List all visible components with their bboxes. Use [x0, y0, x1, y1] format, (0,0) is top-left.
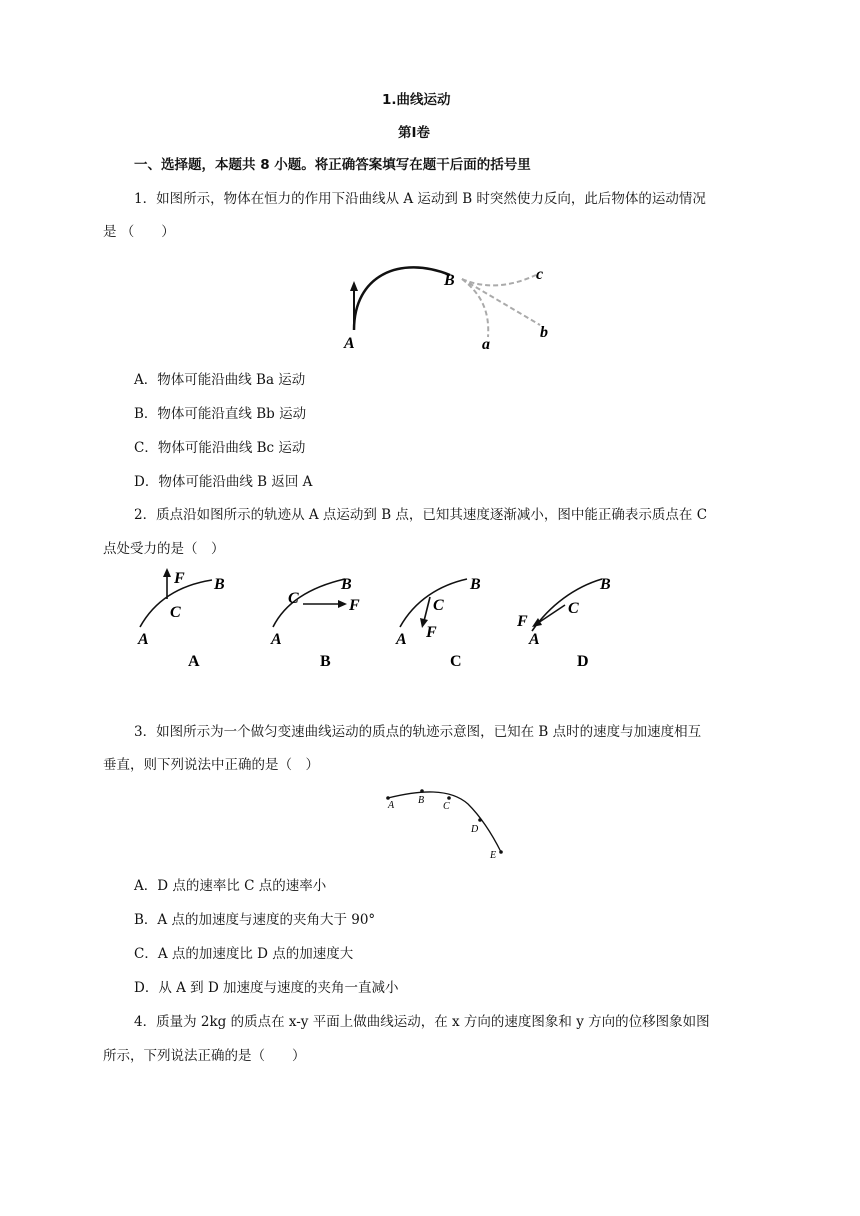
q1-trajectory-AB: [354, 267, 450, 330]
q1-option-d: D．物体可能沿曲线 B 返回 A: [134, 474, 313, 490]
svg-text:B: B: [600, 576, 611, 593]
q3-label-C: C: [443, 801, 450, 812]
q1-option-b: B．物体可能沿直线 Bb 运动: [134, 406, 307, 422]
svg-text:F: F: [517, 613, 528, 630]
q1-label-B: B: [444, 272, 455, 289]
q4-text-line1: 4．质量为 2kg 的质点在 x-y 平面上做曲线运动，在 x 方向的速度图象和 y 方向的位移图象如图: [134, 1014, 710, 1030]
volume-title: 第Ⅰ卷: [398, 125, 431, 141]
svg-text:A: A: [396, 631, 407, 648]
q3-text-line1: 3．如图所示为一个做匀变速曲线运动的质点的轨迹示意图，已知在 B 点时的速度与加速度相互: [134, 724, 702, 740]
q2-caption-d: D: [577, 653, 589, 670]
q1-label-a: a: [482, 336, 490, 353]
q2-caption-c: C: [450, 653, 462, 670]
q1-arrowhead: [350, 281, 358, 291]
svg-text:F: F: [426, 624, 437, 641]
svg-text:A: A: [271, 631, 282, 648]
q3-label-D: D: [471, 824, 479, 835]
q3-label-B: B: [418, 795, 425, 806]
q1-option-c: C．物体可能沿曲线 Bc 运动: [134, 440, 306, 456]
svg-text:C: C: [568, 600, 579, 617]
doc-title: 1.曲线运动: [382, 92, 451, 108]
svg-text:C: C: [170, 604, 181, 621]
svg-text:C: C: [288, 590, 299, 607]
q3-figure: [380, 780, 515, 865]
q1-path-c: [462, 275, 536, 285]
q1-path-b: [462, 279, 540, 325]
q3-option-d: D．从 A 到 D 加速度与速度的夹角一直减小: [134, 980, 399, 996]
q1-figure: [340, 255, 560, 355]
q1-text-line2: 是 （ ）: [103, 224, 175, 240]
svg-text:B: B: [470, 576, 481, 593]
q3-option-c: C．A 点的加速度比 D 点的加速度大: [134, 946, 354, 962]
svg-text:A: A: [529, 631, 540, 648]
q2-figure: [130, 565, 630, 675]
q3-option-b: B．A 点的加速度与速度的夹角大于 90°: [134, 912, 376, 928]
q1-text-line1: 1．如图所示，物体在恒力的作用下沿曲线从 A 运动到 B 时突然使力反向，此后物体的运动情况: [134, 191, 706, 207]
q2-panel-a: [137, 568, 225, 670]
q2-text-line1: 2．质点沿如图所示的轨迹从 A 点运动到 B 点，已知其速度逐渐减小，图中能正确表示质点在 C: [134, 507, 708, 523]
svg-text:F: F: [349, 597, 360, 614]
q2-text-line2: 点处受力的是（ ）: [103, 541, 225, 557]
q1-path-a: [462, 279, 488, 337]
q3-label-A: A: [388, 800, 395, 811]
q3-text-line2: 垂直，则下列说法中正确的是（ ）: [103, 757, 319, 773]
q2-caption-a: A: [188, 653, 200, 670]
q1-label-A: A: [344, 335, 355, 352]
svg-text:C: C: [433, 597, 444, 614]
q1-option-a: A．物体可能沿曲线 Ba 运动: [134, 372, 306, 388]
q2-panel-d: [516, 576, 611, 670]
q2-panel-b: [270, 576, 360, 670]
svg-text:A: A: [138, 631, 149, 648]
section-heading: 一、选择题，本题共 8 小题。将正确答案填写在题干后面的括号里: [134, 157, 531, 173]
q1-label-c: c: [536, 266, 544, 283]
q1-label-b: b: [540, 324, 548, 341]
q2-caption-b: B: [320, 653, 331, 670]
q3-label-E: E: [490, 850, 497, 861]
q4-text-line2: 所示，下列说法正确的是（ ）: [103, 1048, 306, 1064]
q3-option-a: A．D 点的速率比 C 点的速率小: [134, 878, 327, 894]
svg-text:B: B: [214, 576, 225, 593]
svg-text:F: F: [174, 570, 185, 587]
svg-text:B: B: [341, 576, 352, 593]
q2-panel-c: [395, 576, 481, 670]
